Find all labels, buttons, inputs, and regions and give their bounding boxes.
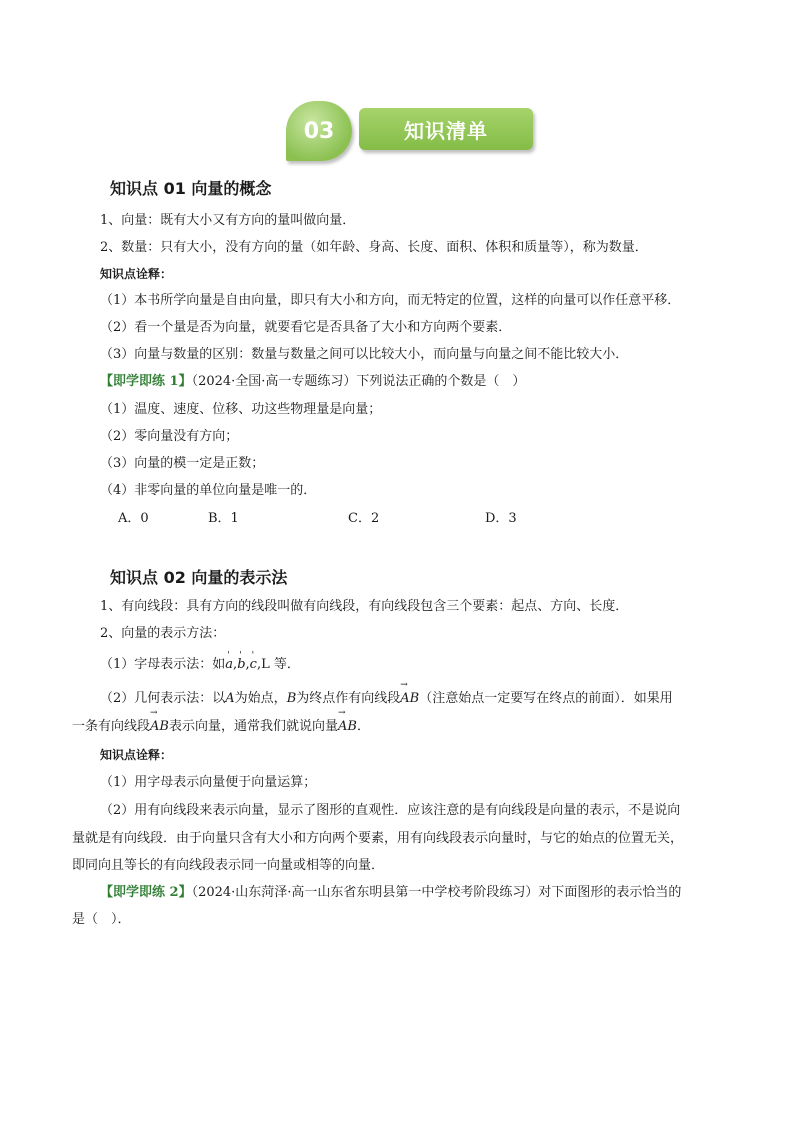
section2-title: 知识点 02 向量的表示法 xyxy=(110,568,288,587)
s2-note-1: （1）用字母表示向量便于向量运算； xyxy=(100,775,317,790)
s2-p4b-text-1: 一条有向线段 xyxy=(72,719,151,734)
s2-paragraph-2: 2、向量的表示方法： xyxy=(100,626,226,641)
s2-paragraph-1: 1、有向线段：具有方向的线段叫做有向线段，有向线段包含三个要素：起点、方向、长度． xyxy=(100,599,629,614)
s2-note-label: 知识点诠释： xyxy=(100,748,173,762)
s1-note-label: 知识点诠释： xyxy=(100,267,173,281)
vector-ab: → AB xyxy=(150,718,169,736)
s2-p3-suffix: ,L 等． xyxy=(256,657,300,672)
exercise-tag: 【即学即练 1】 xyxy=(100,374,192,389)
s2-p3-prefix: （1）字母表示法：如 xyxy=(100,657,226,672)
s2-p4a-text-1: （2）几何表示法：以 xyxy=(100,691,226,706)
section-number-badge: 03 xyxy=(286,101,352,161)
vector-ab: → AB xyxy=(338,718,357,736)
s2-paragraph-3: （1）字母表示法：如' a,' b,' c,L 等． xyxy=(100,656,300,674)
vector-c: ' c xyxy=(250,656,257,674)
s2-exercise-cont: 是（ ）． xyxy=(72,912,131,927)
option-a: A．0 xyxy=(118,511,149,526)
vector-b: ' b xyxy=(237,656,245,674)
s1-paragraph-2: 2、数量：只有大小，没有方向的量（如年龄、身高、长度、面积、体积和质量等），称为数量． xyxy=(100,240,648,255)
section1-title: 知识点 01 向量的概念 xyxy=(110,179,272,198)
s1-question-2: （2）零向量没有方向； xyxy=(100,429,239,444)
exercise-tag: 【即学即练 2】 xyxy=(100,885,192,900)
vector-ab: → AB xyxy=(400,690,419,708)
s1-question-3: （3）向量的模一定是正数； xyxy=(100,456,265,471)
s1-exercise xyxy=(100,373,525,391)
s1-options xyxy=(118,510,517,528)
s2-p4a-text-4: （注意始点一定要写在终点的前面）．如果用 xyxy=(419,691,673,706)
option-d: D．3 xyxy=(485,511,517,526)
s1-question-1: （1）温度、速度、位移、功这些物理量是向量； xyxy=(100,402,382,417)
s2-note-2c: 即同向且等长的有向线段表示同一向量或相等的向量． xyxy=(72,858,385,873)
s1-note-2: （2）看一个量是否为向量，就要看它是否具备了大小和方向两个要素． xyxy=(100,320,512,335)
option-c: C．2 xyxy=(348,511,380,526)
s2-p4b-text-3: ． xyxy=(356,719,370,734)
s2-note-2a: （2）用有向线段来表示向量，显示了图形的直观性．应该注意的是有向线段是向量的表示，不是说向 xyxy=(100,803,681,818)
s2-paragraph-4b xyxy=(72,718,370,736)
s2-p4a-text-3: 为终点作有向线段 xyxy=(296,691,401,706)
section-title-ribbon: 知识清单 xyxy=(359,108,533,150)
s2-p4a-text-2: 为始点， xyxy=(234,691,287,706)
vector-a: ' a xyxy=(225,656,233,674)
option-b: B．1 xyxy=(208,511,239,526)
point-a: A xyxy=(225,691,235,706)
s2-paragraph-4a xyxy=(100,690,673,708)
s2-note-2b: 量就是有向线段．由于向量只含有大小和方向两个要素，用有向线段表示向量时，与它的始点的位置无关， xyxy=(72,831,684,846)
s1-note-3: （3）向量与数量的区别：数量与数量之间可以比较大小，而向量与向量之间不能比较大小． xyxy=(100,347,629,362)
point-b: B xyxy=(286,691,297,706)
s1-note-1: （1）本书所学向量是自由向量，即只有大小和方向，而无特定的位置，这样的向量可以作任意平移． xyxy=(100,293,681,308)
s2-p4b-text-2: 表示向量，通常我们就说向量 xyxy=(168,719,338,734)
s1-question-4: （4）非零向量的单位向量是唯一的． xyxy=(100,483,317,498)
exercise-text: （2024·山东菏泽·高一山东省东明县第一中学校考阶段练习）对下面图形的表示恰当的 xyxy=(191,885,682,900)
s2-exercise xyxy=(100,884,681,902)
exercise-text: （2024·全国·高一专题练习）下列说法正确的个数是（ ） xyxy=(191,374,526,389)
s1-paragraph-1: 1、向量：既有大小又有方向的量叫做向量． xyxy=(100,213,356,228)
